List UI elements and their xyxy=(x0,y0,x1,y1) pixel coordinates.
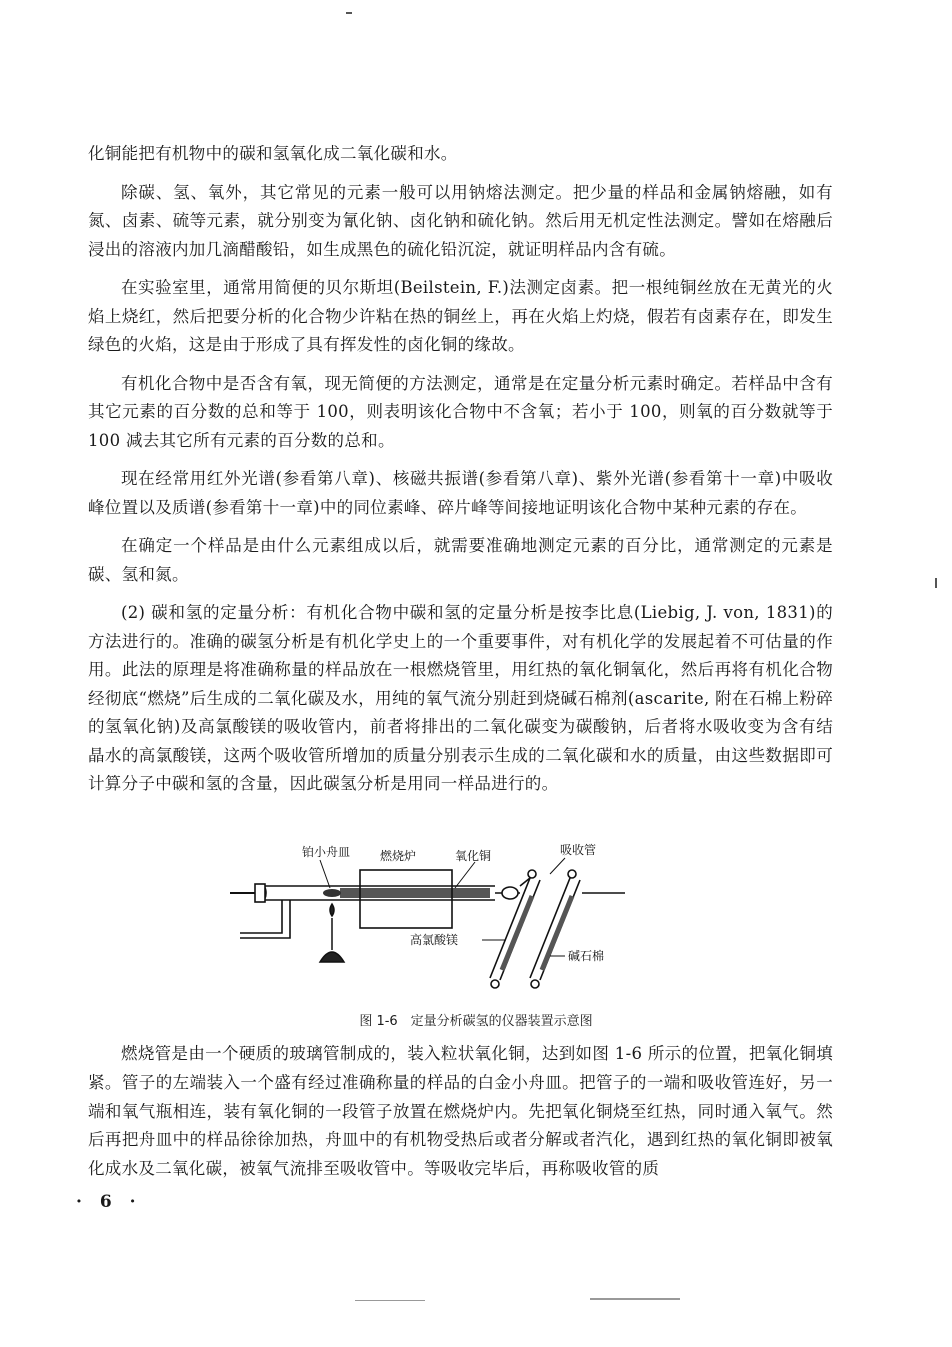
combustion-furnace xyxy=(360,870,452,928)
body-text-bottom xyxy=(88,1040,833,1194)
copper-oxide-packing xyxy=(340,888,490,898)
scan-mark-top xyxy=(346,12,352,14)
paragraph-combustion-tube: 燃烧管是由一个硬质的玻璃管制成的，装入粒状氧化铜，达到如图 1-6 所示的位置，把氧化铜填紧。管子的左端装入一个盛有经过准确称量的样品的白金小舟皿。把管子的一端和吸收管连好，另一端和氧气瓶相连，装有氧化铜的一段管子放置在燃烧炉内。先把氧化铜烧至红热，同时通入氧气。然后再把舟皿中的样品徐徐加热，舟皿中的有机物受热后或者分解或者汽化，遇到红热的氧化铜即被氧化成水及二氧化碳，被氧气流排至吸收管中。等吸收完毕后，再称吸收管的质 xyxy=(88,1044,833,1179)
paragraph-beilstein-test: 在实验室里，通常用简便的贝尔斯坦(Beilstein, F.)法测定卤素。把一根纯铜丝放在无黄光的火焰上烧红，然后把要分析的化合物少许粘在热的铜丝上，再在火焰上灼烧，假若有卤素存在，即发生绿色的火焰，这是由于形成了具有挥发性的卤化铜的缘故。 xyxy=(88,278,833,354)
paragraph-spectroscopy: 现在经常用红外光谱(参看第八章)、核磁共振谱(参看第八章)、紫外光谱(参看第十一章)中吸收峰位置以及质谱(参看第十一章)中的同位素峰、碎片峰等间接地证明该化合物中某种元素的存在。 xyxy=(88,469,833,517)
scan-mark-bottom-right xyxy=(590,1298,680,1300)
label-copper-oxide: 氧化铜 xyxy=(455,849,492,863)
label-perchlorate: 高氯酸镁 xyxy=(410,933,459,947)
connector-tubing xyxy=(495,878,530,899)
platinum-boat xyxy=(323,889,341,897)
scan-mark-bottom-left xyxy=(355,1300,425,1301)
label-platinum-boat: 铂小舟皿 xyxy=(302,845,351,859)
paragraph-element-percentages: 在确定一个样品是由什么元素组成以后，就需要准确地测定元素的百分比，通常测定的元素是碳、氢和氮。 xyxy=(88,536,833,584)
paragraph-oxygen-determination: 有机化合物中是否含有氧，现无简便的方法测定，通常是在定量分析元素时确定。若样品中含有其它元素的百分数的总和等于 100，则表明该化合物中不含氧；若小于 100，则氧的百分数就等于 100 减去其它所有元素的百分数的总和。 xyxy=(88,373,833,450)
paragraph-carbon-hydrogen-analysis: (2) 碳和氢的定量分析：有机化合物中碳和氢的定量分析是按李比息(Liebig, J. von, 1831)的方法进行的。准确的碳氢分析是有机化学史上的一个重要事件，对有机化学的发展起着不可估量的作用。此法的原理是将准确称量的样品放在一根燃烧管里，用红热的氧化铜氧化，然后再将有机化合物经彻底“燃烧”后生成的二氧化碳及水，用纯的氧气流分别赶到烧碱石棉剂(ascarite, 附在石棉上粉碎的氢氧化钠)及高氯酸镁的吸收管内，前者将排出的二氧化碳变为碳酸钠，后者将水吸收变为含有结晶水的高氯酸镁，这两个吸收管所增加的质量分别表示生成的二氧化碳和水的质量，由这些数据即可计算分子中碳和氢的含量，因此碳氢分析是用同一样品进行的。 xyxy=(88,603,833,793)
scan-mark-right xyxy=(935,578,937,588)
label-absorber: 吸收管 xyxy=(560,843,597,857)
page-number: · 6 · xyxy=(76,1192,142,1212)
body-text-top xyxy=(88,140,833,809)
label-furnace: 燃烧炉 xyxy=(380,849,417,863)
combustion-apparatus-diagram xyxy=(220,838,640,998)
burner xyxy=(320,904,344,962)
paragraph-continuation: 化铜能把有机物中的碳和氢氧化成二氧化碳和水。 xyxy=(88,144,458,163)
figure-caption: 图 1-6 定量分析碳氢的仪器装置示意图 xyxy=(359,1014,593,1029)
paragraph-sodium-fusion: 除碳、氢、氧外，其它常见的元素一般可以用钠熔法测定。把少量的样品和金属钠熔融，如有氮、卤素、硫等元素，就分别变为氰化钠、卤化钠和硫化钠。然后用无机定性法测定。譬如在熔融后浸出的溶液内加几滴醋酸铅，如生成黑色的硫化铅沉淀，就证明样品内含有硫。 xyxy=(88,182,833,259)
label-ascarite: 碱石棉 xyxy=(568,949,605,963)
